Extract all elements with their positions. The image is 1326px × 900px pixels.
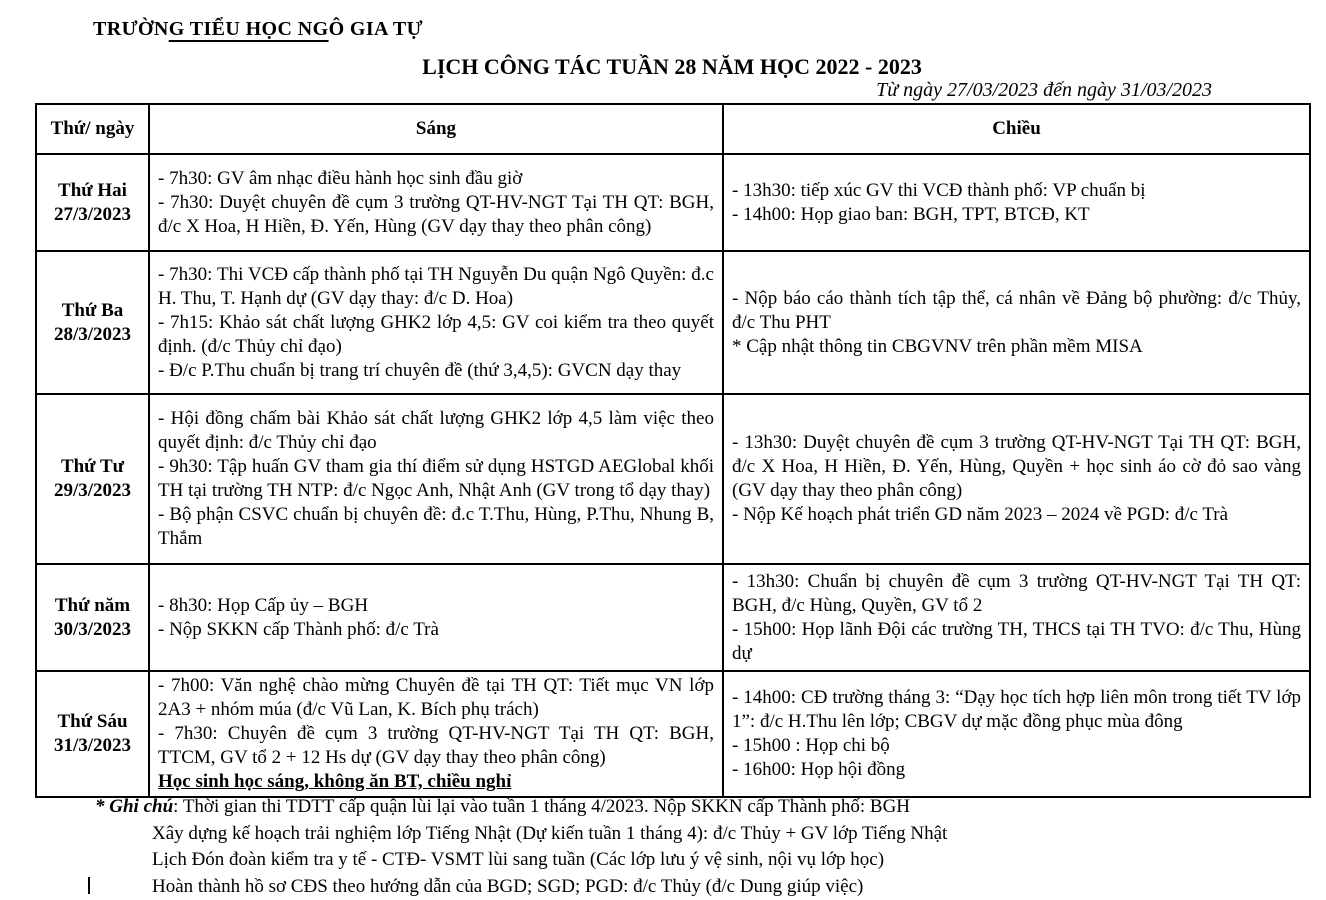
schedule-entry: - 14h00: CĐ trường tháng 3: “Dạy học tích hợp liên môn trong tiết TV lớp 1”: đ/c H.Thu lên lớp; CBGV dự mặc đồng phục mùa đông [732,686,1301,734]
schedule-entry: - Hội đồng chấm bài Khảo sát chất lượng GHK2 lớp 4,5 làm việc theo quyết định: đ/c Thủy chỉ đạo [158,407,714,455]
school-name [93,18,423,41]
note-line: Lịch Đón đoàn kiểm tra y tế - CTĐ- VSMT lùi sang tuần (Các lớp lưu ý vệ sinh, nội vụ lớp học) [95,847,1275,874]
schedule-entry: * Cập nhật thông tin CBGVNV trên phần mềm MISA [732,335,1301,359]
schedule-entry: - 14h00: Họp giao ban: BGH, TPT, BTCĐ, KT [732,203,1301,227]
schedule-entry: - 7h30: GV âm nhạc điều hành học sinh đầu giờ [158,167,714,191]
schedule-entry: - 7h15: Khảo sát chất lượng GHK2 lớp 4,5: GV coi kiểm tra theo quyết định. (đ/c Thủy chỉ đạo) [158,311,714,359]
school-name-suffix: Ô GIA TỰ [329,18,423,40]
note-line [95,794,1275,821]
schedule-entry: - 13h30: tiếp xúc GV thi VCĐ thành phố: VP chuẩn bị [732,179,1301,203]
afternoon-cell [723,394,1310,564]
schedule-entry: - Nộp báo cáo thành tích tập thể, cá nhân về Đảng bộ phường: đ/c Thủy, đ/c Thu PHT [732,287,1301,335]
text-cursor [88,877,90,894]
column-header-day: Thứ/ ngày [36,104,149,154]
note-text: : Thời gian thi TDTT cấp quận lùi lại vào tuần 1 tháng 4/2023. Nộp SKKN cấp Thành phố: BGH [173,796,910,817]
page-title: LỊCH CÔNG TÁC TUẦN 28 NĂM HỌC 2022 - 2023 [35,54,1309,80]
note-line: Xây dựng kế hoạch trải nghiệm lớp Tiếng Nhật (Dự kiến tuần 1 tháng 4): đ/c Thủy + GV lớp Tiếng Nhật [95,821,1275,848]
day-date: 28/3/2023 [39,323,146,347]
morning-cell [149,671,723,797]
schedule-entry: - 7h00: Văn nghệ chào mừng Chuyên đề tại TH QT: Tiết mục VN lớp 2A3 + nhóm múa (đ/c Vũ Lan, K. Bích phụ trách) [158,674,714,722]
schedule-entry: - 13h30: Chuẩn bị chuyên đề cụm 3 trường QT-HV-NGT Tại TH QT: BGH, đ/c Hùng, Quyền, GV tổ 2 [732,570,1301,618]
date-range: Từ ngày 27/03/2023 đến ngày 31/03/2023 [35,79,1309,102]
schedule-entry-bold-note: Học sinh học sáng, không ăn BT, chiều nghỉ [158,770,714,794]
afternoon-cell [723,564,1310,671]
day-name: Thứ Hai [39,179,146,203]
schedule-entry: - Đ/c P.Thu chuẩn bị trang trí chuyên đề (thứ 3,4,5): GVCN dạy thay [158,359,714,383]
day-date: 29/3/2023 [39,479,146,503]
table-row-monday [36,154,1310,251]
school-name-underlined: G TIỂU HỌC NG [169,18,329,40]
schedule-entry: - 16h00: Họp hội đồng [732,758,1301,782]
column-header-afternoon: Chiều [723,104,1310,154]
table-row-friday [36,671,1310,797]
schedule-entry: - 13h30: Duyệt chuyên đề cụm 3 trường QT-HV-NGT Tại TH QT: BGH, đ/c X Hoa, H Hiền, Đ. Yến, Hùng, Quyền + học sinh áo cờ đỏ sao vàng (GV dạy thay theo phân công) [732,431,1301,503]
schedule-entry: - 7h30: Duyệt chuyên đề cụm 3 trường QT-HV-NGT Tại TH QT: BGH, đ/c X Hoa, H Hiền, Đ. Yến, Hùng (GV dạy thay theo phân công) [158,191,714,239]
morning-cell [149,251,723,394]
morning-cell [149,394,723,564]
note-label: * Ghi chú [95,796,173,817]
schedule-entry: - 15h00: Họp lãnh Đội các trường TH, THCS tại TH TVO: đ/c Thu, Hùng dự [732,618,1301,666]
day-label [36,394,149,564]
note-line: Hoàn thành hồ sơ CĐS theo hướng dẫn của BGD; SGD; PGD: đ/c Thủy (đ/c Dung giúp việc) [95,874,1275,900]
schedule-entry: - 9h30: Tập huấn GV tham gia thí điểm sử dụng HSTGD AEGlobal khối TH tại trường TH NTP: đ/c Ngọc Anh, Nhật Anh (GV trong tổ dạy thay) [158,455,714,503]
schedule-entry: - Nộp Kế hoạch phát triển GD năm 2023 – 2024 về PGD: đ/c Trà [732,503,1301,527]
table-row-wednesday [36,394,1310,564]
schedule-entry: - 15h00 : Họp chi bộ [732,734,1301,758]
morning-cell [149,154,723,251]
day-label [36,564,149,671]
table-row-thursday [36,564,1310,671]
morning-cell [149,564,723,671]
day-date: 31/3/2023 [39,734,146,758]
day-name: Thứ Sáu [39,710,146,734]
school-name-prefix: TRƯỜN [93,18,169,40]
schedule-entry: - 7h30: Chuyên đề cụm 3 trường QT-HV-NGT Tại TH QT: BGH, TTCM, GV tổ 2 + 12 Hs dự (GV dạy thay theo phân công) [158,722,714,770]
day-label [36,154,149,251]
schedule-entry: - 8h30: Họp Cấp ủy – BGH [158,594,714,618]
header-row [36,104,1310,154]
afternoon-cell [723,251,1310,394]
schedule-entry: - Bộ phận CSVC chuẩn bị chuyên đề: đ.c T.Thu, Hùng, P.Thu, Nhung B, Thắm [158,503,714,551]
day-label [36,251,149,394]
afternoon-cell [723,671,1310,797]
footnotes [95,794,1275,900]
day-name: Thứ Tư [39,455,146,479]
schedule-entry: - Nộp SKKN cấp Thành phố: đ/c Trà [158,618,714,642]
day-date: 30/3/2023 [39,618,146,642]
day-date: 27/3/2023 [39,203,146,227]
schedule-entry: - 7h30: Thi VCĐ cấp thành phố tại TH Nguyễn Du quận Ngô Quyền: đ.c H. Thu, T. Hạnh dự (GV dạy thay: đ/c D. Hoa) [158,263,714,311]
table-row-tuesday [36,251,1310,394]
column-header-morning: Sáng [149,104,723,154]
day-name: Thứ năm [39,594,146,618]
day-label [36,671,149,797]
day-name: Thứ Ba [39,299,146,323]
afternoon-cell [723,154,1310,251]
schedule-table [35,103,1311,798]
